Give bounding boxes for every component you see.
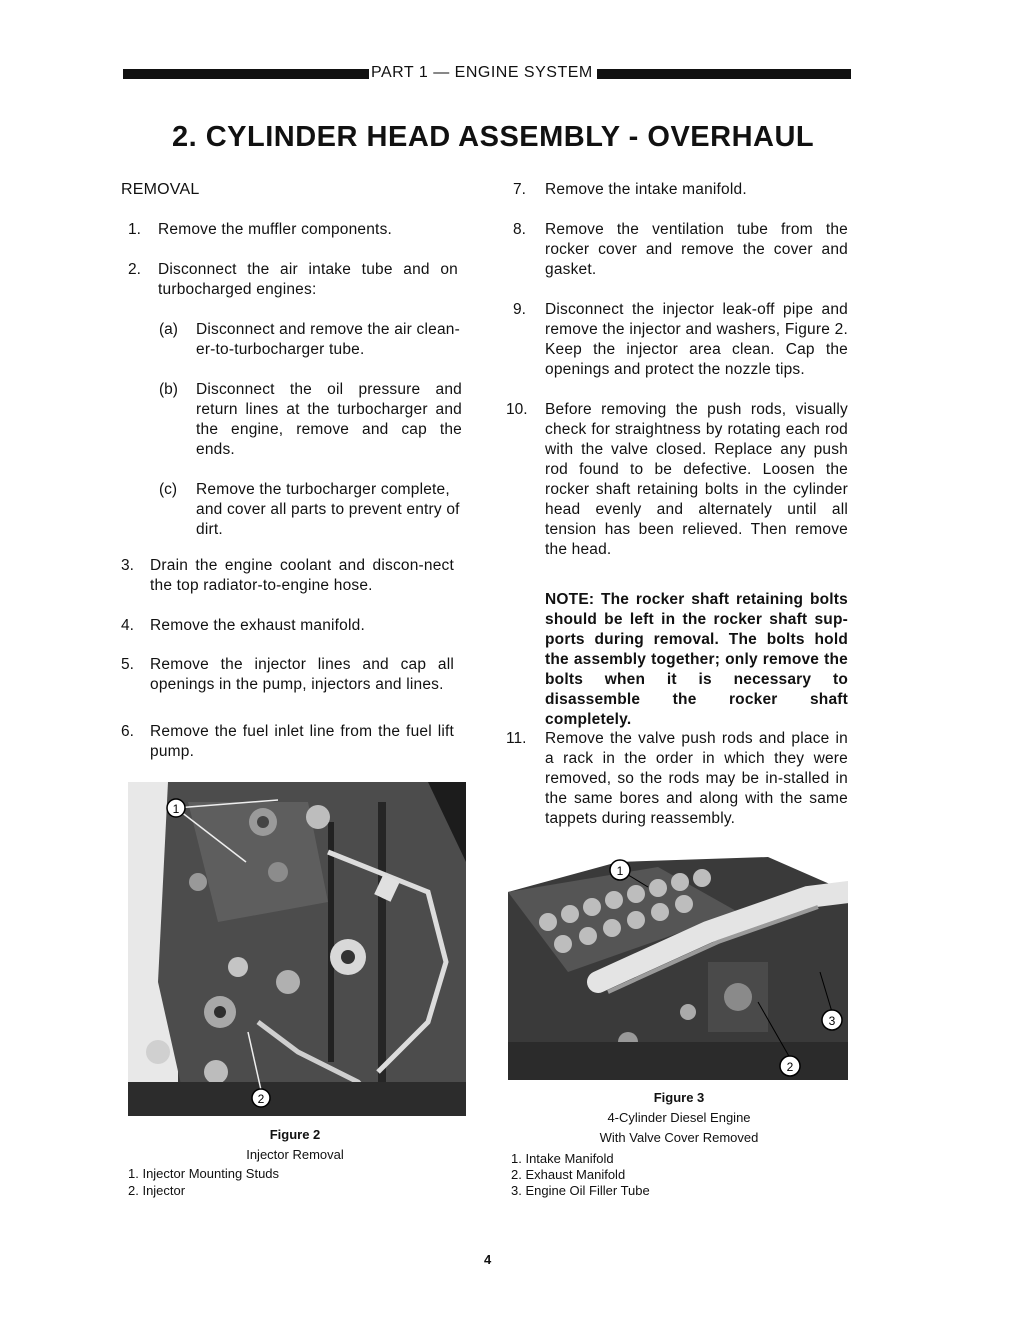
step-number: 3. [121, 557, 134, 574]
figure3-legend-item: 1. Intake Manifold [511, 1151, 614, 1166]
figure3-photo [508, 852, 848, 1080]
injector-photo-illustration [128, 782, 466, 1116]
figure3-legend-item: 2. Exhaust Manifold [511, 1167, 626, 1182]
page-number: 4 [484, 1252, 492, 1267]
figure2-legend-item: 2. Injector [128, 1183, 186, 1198]
figure2-legend-item: 1. Injector Mounting Studs [128, 1166, 280, 1181]
step-text: Remove the exhaust manifold. [150, 617, 365, 634]
figure2-callout: 2 [257, 1092, 265, 1106]
step-text: Remove the fuel inlet line from the fuel lift pump. [150, 723, 454, 760]
substep-number: (c) [159, 481, 178, 498]
figure2-callout: 1 [172, 802, 180, 816]
step-number: 7. [513, 181, 526, 198]
section-title: PART 1 — ENGINE SYSTEM [371, 64, 593, 81]
header-rule-right [597, 69, 851, 79]
step-number: 2. [128, 261, 141, 278]
step-text: Remove the injector lines and cap all openings in the pump, injectors and lines. [150, 656, 454, 693]
engine-photo-illustration [508, 852, 848, 1080]
figure3-callout: 2 [786, 1060, 794, 1074]
substep-number: (b) [159, 381, 178, 398]
substep-text: Disconnect and remove the air clean-er-to-turbocharger tube. [196, 321, 460, 358]
section-header [123, 66, 851, 82]
figure3-legend-item: 3. Engine Oil Filler Tube [511, 1183, 650, 1198]
figure3-callout: 1 [616, 864, 624, 878]
page-title: 2. CYLINDER HEAD ASSEMBLY - OVERHAUL [172, 121, 815, 153]
step-text: Disconnect the air intake tube and on turbocharged engines: [158, 261, 458, 298]
substep-text: Disconnect the oil pressure and return lines at the turbocharger and the engine, remove and cap the ends. [196, 381, 462, 458]
substep-text: Remove the turbocharger complete, and cover all parts to prevent entry of dirt. [196, 481, 460, 538]
step-number: 8. [513, 221, 526, 238]
step-number: 11. [506, 730, 527, 747]
figure3-label: Figure 3 [653, 1090, 705, 1105]
figure2-photo [128, 782, 466, 1116]
step-text: Remove the intake manifold. [545, 181, 747, 198]
step-text: Disconnect the injector leak-off pipe and remove the injector and washers, Figure 2. Keep the injector area clean. Cap the openings and protect the nozzle tips. [545, 301, 848, 378]
substep-number: (a) [159, 321, 178, 338]
step-number: 9. [513, 301, 526, 318]
step-text: Before removing the push rods, visually check for straightness by rotating each rod with the valve closed. Replace any push rod found to be defective. Loosen the rocker shaft retaining bolts in the cylinder head evenly and alternately until all tension has been relieved. Then remove the head. [545, 401, 848, 558]
header-rule-left [123, 69, 369, 79]
removal-heading: REMOVAL [121, 181, 200, 198]
figure3-caption-line1: 4-Cylinder Diesel Engine [607, 1110, 751, 1125]
step-text: Remove the muffler components. [158, 221, 393, 238]
figure3-callout: 3 [828, 1014, 836, 1028]
figure2-caption: Injector Removal [246, 1147, 344, 1162]
step-text: Remove the ventilation tube from the rocker cover and remove the cover and gasket. [545, 221, 848, 278]
figure3-caption-line2: With Valve Cover Removed [599, 1130, 759, 1145]
step-number: 1. [128, 221, 141, 238]
note-text: NOTE: The rocker shaft retaining bolts should be left in the rocker shaft sup-ports during removal. The bolts hold the assembly together; only remove the bolts when it is necessary to disassemble the rocker shaft completely. [545, 591, 848, 728]
step-number: 4. [121, 617, 134, 634]
figure2-label: Figure 2 [269, 1127, 321, 1142]
step-text: Drain the engine coolant and discon-nect the top radiator-to-engine hose. [150, 557, 454, 594]
step-number: 5. [121, 656, 134, 673]
step-number: 10. [506, 401, 528, 418]
step-number: 6. [121, 723, 134, 740]
step-text: Remove the valve push rods and place in a rack in the order in which they were removed, so the rods may be in-stalled in the same bores and along with the same tappets during reassembly. [545, 730, 848, 827]
